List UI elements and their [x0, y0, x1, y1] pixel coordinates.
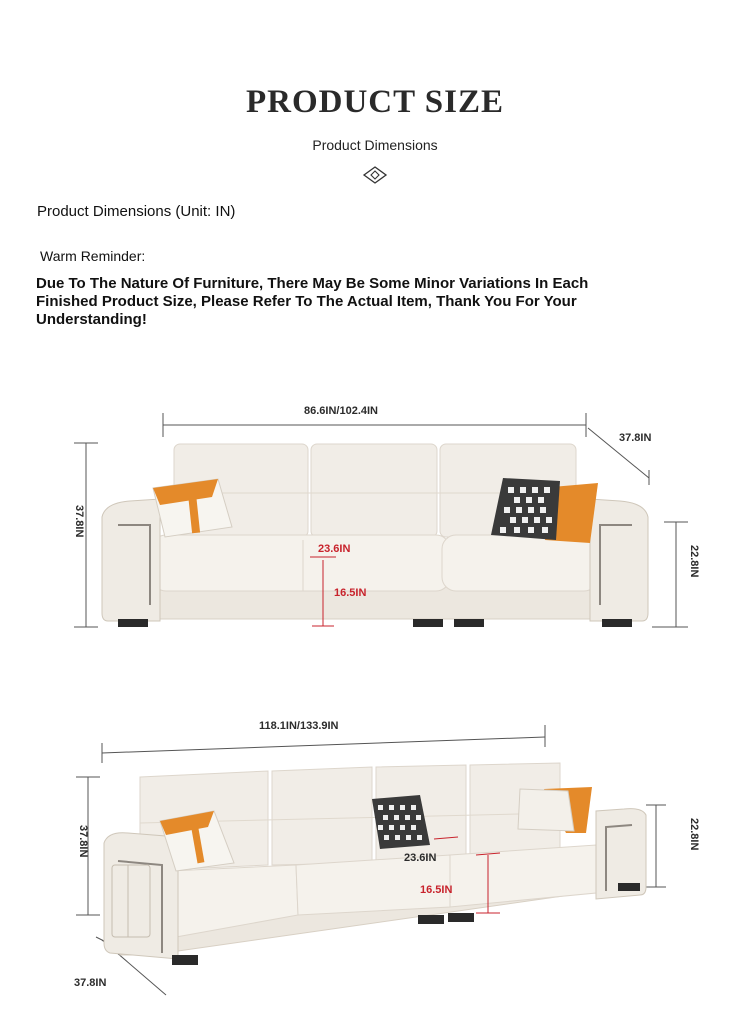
- diamond-ornament-icon: [361, 165, 389, 185]
- seat-depth-label: 23.6IN: [318, 543, 351, 555]
- height-label: 37.8IN: [77, 825, 89, 858]
- width-label: 118.1IN/133.9IN: [259, 720, 339, 732]
- seat-depth-label: 23.6IN: [404, 852, 437, 864]
- warm-reminder-label: Warm Reminder:: [40, 248, 146, 264]
- arm-height-label: 22.8IN: [688, 545, 700, 578]
- dimensions-unit-label: Product Dimensions (Unit: IN): [37, 203, 236, 220]
- depth-label: 37.8IN: [74, 977, 107, 989]
- seat-height-label: 16.5IN: [420, 884, 453, 896]
- seat-height-label: 16.5IN: [334, 587, 367, 599]
- warm-reminder-text: Due To The Nature Of Furniture, There May Be Some Minor Variations In Each Finished Product Size, Please Refer To The Actual Item, Thank You For Your Understanding!: [36, 275, 589, 328]
- arm-height-label: 22.8IN: [688, 818, 700, 851]
- depth-label: 37.8IN: [619, 432, 652, 444]
- arm-height-dimension-line: [646, 805, 666, 887]
- sofa-3seat-shape: [102, 444, 648, 627]
- page-title: PRODUCT SIZE: [245, 84, 505, 120]
- sofa-4seat-shape: [104, 763, 646, 965]
- page-subtitle: Product Dimensions: [312, 137, 438, 153]
- arm-height-dimension-line: [652, 522, 688, 627]
- sofa-4seat-diagram: [0, 715, 750, 1010]
- height-label: 37.8IN: [73, 505, 85, 538]
- width-label: 86.6IN/102.4IN: [304, 405, 378, 417]
